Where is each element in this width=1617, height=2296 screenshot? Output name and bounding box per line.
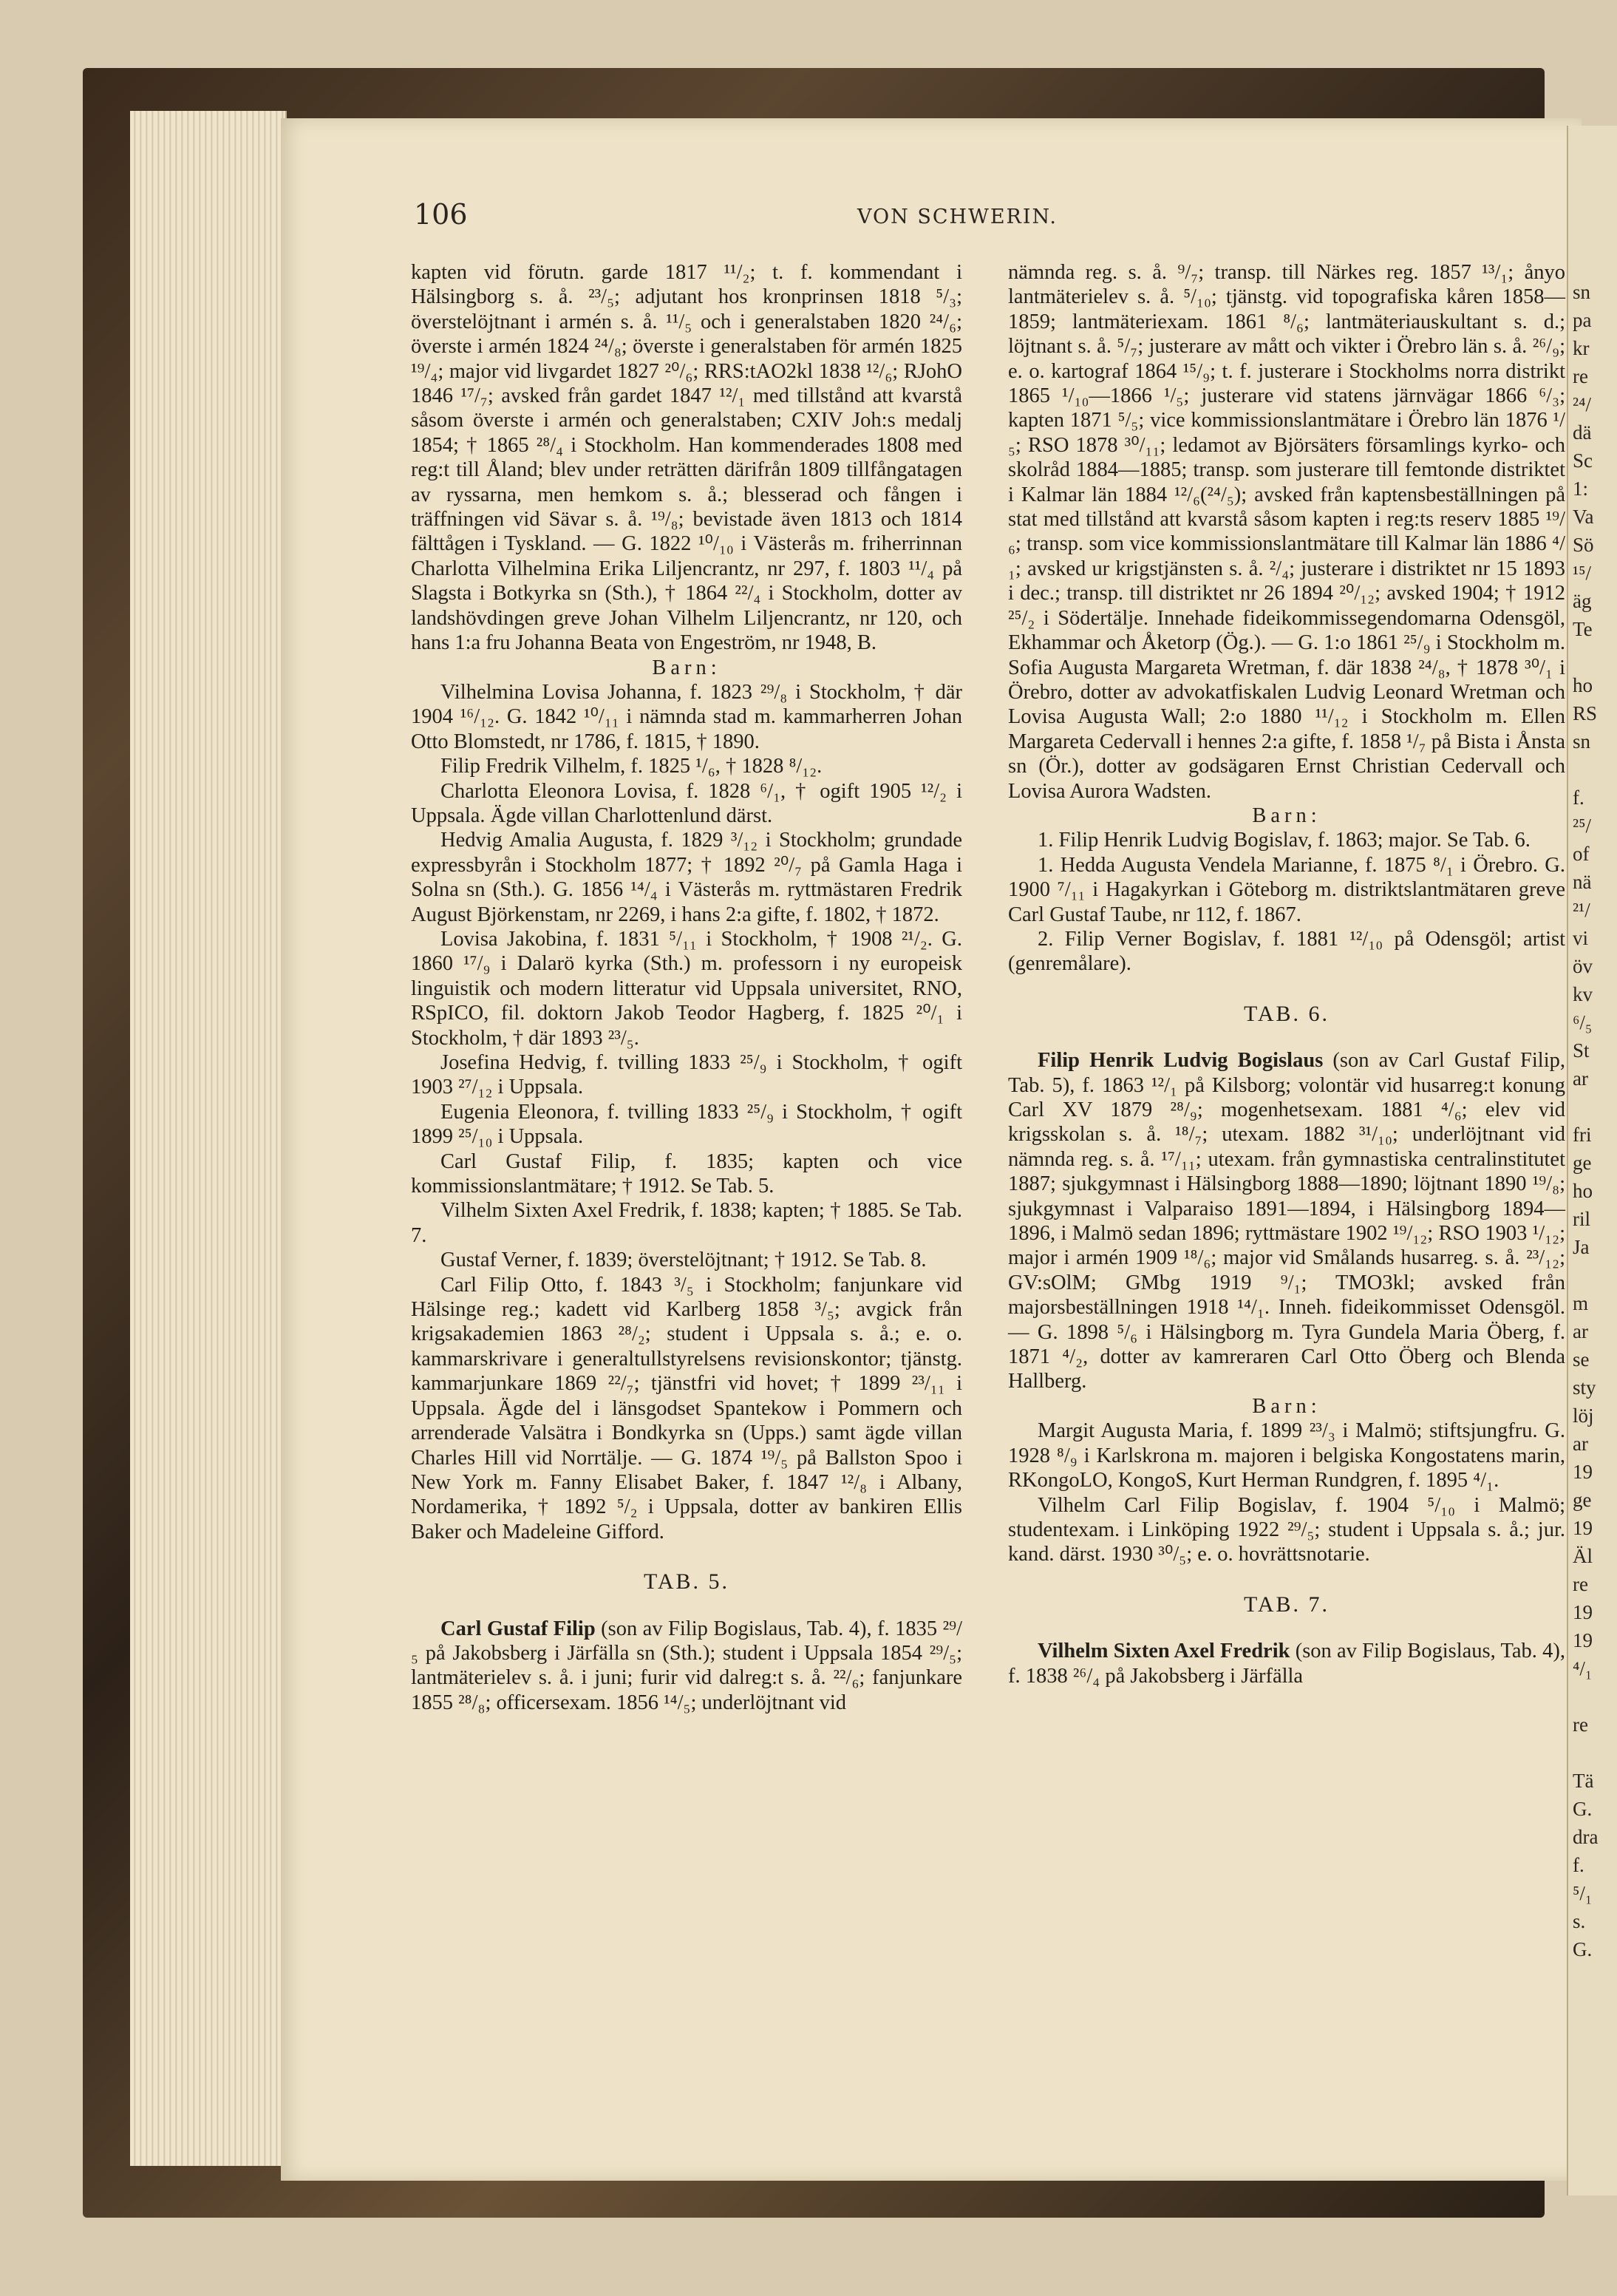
facing-page-fragment: ⁵/₁: [1573, 1882, 1593, 1904]
facing-page-fragment: f.: [1573, 1854, 1584, 1876]
facing-page-fragment: 19: [1573, 1629, 1593, 1651]
entry-text: (son av Filip Bogislaus, Tab. 4), f. 1835 ²⁹/₅ på Jakobsberg i Järfälla sn (Sth.); student i Uppsala 1854 ²⁹/₅; lantmäterielev s. å. i juni; furir vid dalreg:t s. å. ²²/₆; fanjunkare 1855 ²⁸/₈; officersexam. 1856 ¹⁴/₅; underlöjtnant vid: [411, 1617, 962, 1714]
facing-page-fragment: nä: [1573, 871, 1592, 893]
facing-page-fragment: ar: [1573, 1433, 1588, 1455]
facing-page-fragment: ar: [1573, 1067, 1588, 1090]
facing-page-fragment: löj: [1573, 1405, 1594, 1427]
facing-page-fragment: re: [1573, 365, 1588, 387]
facing-page-fragment: ge: [1573, 1489, 1592, 1511]
facing-page-fragment: ar: [1573, 1320, 1588, 1342]
section-heading: TAB. 5.: [643, 1569, 730, 1594]
child-entry: Margit Augusta Maria, f. 1899 ²³/₃ i Malmö; stiftsjungfru. G. 1928 ⁸/₉ i Karlskrona m. majoren i belgiska Kongostatens marin, RKongoLO, KongoS, Kurt Herman Rundgren, f. 1895 ⁴/₁.: [1008, 1419, 1565, 1492]
paragraph: kapten vid förutn. garde 1817 ¹¹/₂; t. f. kommendant i Hälsingborg s. å. ²³/₅; adjutant hos kronprinsen 1818 ⁵/₃; överstelöjtnant i armén s. å. ¹¹/₅ och i generalstaben 1820 ²⁴/₆; överste i armén 1824 ²⁴/₈; överste i generalstaben för armén 1825 ¹⁹/₄; major vid livgardet 1827 ²⁰/₆; RRS:tAO2kl 1838 ¹²/₆; RJohO 1846 ¹⁷/₇; avsked från gardet 1847 ¹²/₁ med tillstånd att kvarstå såsom överste i armén och generalstaben; CXIV Joh:s medalj 1854; † 1865 ²⁸/₄ i Stockholm. Han kommenderades 1808 med reg:t till Åland; blev under reträtten därifrån 1809 tillfångatagen av ryssarna, men hemkom s. å.; blesserad och fången i träffningen vid Sävar s. å. ¹⁹/₈; bevistade även 1813 och 1814 fälttågen i Tyskland. — G. 1822 ¹⁰/₁₀ i Västerås m. friherrinnan Charlotta Vilhelmina Erika Liljencrantz, nr 297, f. 1803 ¹¹/₄ på Slagsta i Botkyrka sn (Sth.), † 1864 ²²/₄ i Stockholm, dotter av landshövdingen greve Johan Vilhelm Liljencrantz, nr 120, och hans 1:a fru Johanna Beata von Engeström, nr 1948, B.: [411, 261, 962, 655]
child-entry: Carl Filip Otto, f. 1843 ³/₅ i Stockholm; fanjunkare vid Hälsinge reg.; kadett vid Karlberg 1858 ³/₅; avgick från krigsakademien 1863 ²⁸/₂; student i Uppsala s. å.; e. o. kammarskrivare i generaltullstyrelsens revisionskontor; tjänstg. kammarjunkare 1869 ²²/₇; tjänstfri vid hovet; † 1899 ²³/₁₁ i Uppsala. Ägde del i länsgodset Spantekow i Pommern och arrenderade Valsätra i Bondkyrka sn (Upps.) samt ägde villan Charles Hill vid Norrtälje. — G. 1874 ¹⁹/₅ på Ballston Spoo i New York m. Fanny Elisabet Baker, f. 1847 ¹²/₈ i Albany, Nordamerika, † 1892 ⁵/₂ i Uppsala, dotter av bankiren Ellis Baker och Madeleine Gifford.: [411, 1273, 962, 1543]
section-entry: [411, 1617, 962, 1716]
facing-page-fragment: of: [1573, 843, 1590, 865]
barn-label: Barn:: [1252, 1394, 1321, 1418]
facing-page-fragment: ho: [1573, 1180, 1593, 1202]
facing-page-fragment: sn: [1573, 730, 1591, 753]
entry-text: (son av Filip Bogislaus, Tab. 4), f. 1838 ²⁶/₄ på Jakobsberg i Järfälla: [1008, 1640, 1566, 1688]
facing-page-fragment: RS: [1573, 702, 1598, 724]
facing-page-fragment: pa: [1573, 309, 1592, 331]
left-column: [411, 260, 962, 1715]
facing-page-fragment: kr: [1573, 337, 1590, 359]
child-entry: Carl Gustaf Filip, f. 1835; kapten och vice kommissionslantmätare; † 1912. Se Tab. 5.: [411, 1149, 962, 1198]
child-entry: Vilhelmina Lovisa Johanna, f. 1823 ²⁹/₈ i Stockholm, † där 1904 ¹⁶/₁₂. G. 1842 ¹⁰/₁₁ i nämnda stad m. kammarherren Johan Otto Blomstedt, nr 1786, f. 1815, † 1890.: [411, 680, 962, 753]
child-entry: Gustaf Verner, f. 1839; överstelöjtnant; † 1912. Se Tab. 8.: [440, 1249, 927, 1272]
facing-page-fragment: Tä: [1573, 1770, 1594, 1792]
facing-page-fragment: ²⁵/: [1573, 815, 1592, 837]
section-entry: [1008, 1639, 1565, 1688]
facing-page-fragment: m: [1573, 1292, 1589, 1314]
child-entry: Eugenia Eleonora, f. tvilling 1833 ²⁵/₉ i Stockholm, † ogift 1899 ²⁵/₁₀ i Uppsala.: [411, 1100, 962, 1149]
child-entry: 1. Filip Henrik Ludvig Bogislav, f. 1863; major. Se Tab. 6.: [1038, 829, 1531, 852]
child-entry: 2. Filip Verner Bogislav, f. 1881 ¹²/₁₀ på Odensgöl; artist (genremålare).: [1008, 927, 1565, 976]
child-entry: Vilhelm Carl Filip Bogislav, f. 1904 ⁵/₁₀ i Malmö; studentexam. i Linköping 1922 ²⁹/₅; student i Uppsala s. å.; jur. kand. därst. 1930 ³⁰/₅; e. o. hovrättsnotarie.: [1008, 1493, 1565, 1566]
facing-page-fragment: 19: [1573, 1461, 1593, 1483]
facing-page-fragment: ²¹/: [1573, 899, 1590, 921]
facing-page-edge: [1567, 126, 1617, 2195]
facing-page-fragment: öv: [1573, 955, 1593, 977]
facing-page-fragment: St: [1573, 1039, 1590, 1062]
facing-page-fragment: Äl: [1573, 1545, 1593, 1567]
section-entry: [1008, 1048, 1565, 1394]
entry-name: Carl Gustaf Filip: [440, 1617, 596, 1640]
facing-page-fragment: ²⁴/: [1573, 393, 1592, 415]
running-title: VON SCHWERIN.: [857, 206, 1058, 228]
page-edges: [130, 111, 287, 2166]
facing-page-fragment: ⁴/₁: [1573, 1657, 1593, 1679]
child-entry: Josefina Hedvig, f. tvilling 1833 ²⁵/₉ i Stockholm, † ogift 1903 ²⁷/₁₂ i Uppsala.: [411, 1051, 962, 1099]
middle-column: [1008, 260, 1565, 1688]
facing-page-fragment: re: [1573, 1713, 1588, 1736]
entry-name: Vilhelm Sixten Axel Fredrik: [1038, 1640, 1290, 1663]
barn-label: Barn:: [1252, 804, 1321, 827]
entry-text: (son av Carl Gustaf Filip, Tab. 5), f. 1863 ¹²/₁ på Kilsborg; volontär vid husarreg:t konung Carl XV 1879 ²⁸/₉; mogenhetsexam. 1881 ⁴/₆; elev vid krigsskolan s. å. ¹⁸/₇; utexam. 1882 ³¹/₁₀; underlöjtnant vid nämnda reg. s. å. ¹⁷/₁₁; utexam. från gymnastiska centralinstitutet 1887; sjukgymnast i Hälsingborg 1888—1890; löjtnant 1890 ¹⁹/₈; sjukgymnast i Valparaiso 1891—1894, i Hälsingborg 1894—1896, i Malmö sedan 1896; ryttmästare 1902 ¹⁹/₁₂; RSO 1903 ¹/₁₂; major i armén 1909 ¹⁸/₆; major vid Smålands husarreg. s. å. ²³/₁₂; GV:sOlM; GMbg 1919 ⁹/₁; TMO3kl; avsked från majorsbeställningen 1918 ¹⁴/₁. Inneh. fideikommisset Odensgöl. — G. 1898 ⁵/₆ i Hälsingborg m. Tyra Gundela Maria Öberg, f. 1871 ⁴/₂, dotter av kamreraren Carl Otto Öberg och Blenda Hallberg.: [1008, 1049, 1565, 1393]
barn-label: Barn:: [652, 656, 721, 679]
child-entry: Filip Fredrik Vilhelm, f. 1825 ¹/₆, † 1828 ⁸/₁₂.: [440, 755, 823, 778]
section-heading: TAB. 7.: [1243, 1592, 1330, 1617]
facing-page-fragment: ril: [1573, 1208, 1590, 1230]
entry-name: Filip Henrik Ludvig Bogislaus: [1038, 1049, 1324, 1073]
facing-page-fragment: s.: [1573, 1910, 1586, 1932]
paragraph: nämnda reg. s. å. ⁹/₇; transp. till Närkes reg. 1857 ¹³/₁; ånyo lantmäterielev s. å. ⁵/₁₀; tjänstg. vid topografiska kåren 1858—1859; lantmäteriexam. 1861 ⁸/₆; lantmäteriauskultant s. d.; löjtnant s. å. ⁵/₇; justerare av mått och vikter i Örebro län s. å. ²⁶/₉; e. o. kartograf 1864 ¹⁵/₉; t. f. justerare i Stockholms norra distrikt 1865 ¹/₁₀—1866 ¹/₅; justerare vid statens järnvägar 1866 ⁶/₃; kapten 1871 ⁵/₅; vice kommissionslantmätare i Örebro län 1876 ¹/₅; RSO 1878 ³⁰/₁₁; ledamot av Björsäters församlings kyrko- och skolråd 1884—1885; transp. som justerare till femtonde distriktet i Kalmar län 1884 ¹²/₆(²⁴/₅); avsked från kaptensbeställningen på stat med tillstånd att kvarstå såsom kapten i reg:ts reserv 1885 ¹⁹/₆; transp. som vice kommissionslantmätare till Kalmar län 1886 ⁴/₁; avsked ur krigstjänsten s. å. ²/₄; justerare i distriktet nr 15 1893 i dec.; transp. till distriktet nr 26 1894 ²⁰/₁₂; avsked 1904; † 1912 ²⁵/₂ i Södertälje. Innehade fideikommissegendomarna Odensgöl, Ekhammar och Åketorp (Ög.). — G. 1:o 1861 ²⁵/₉ i Stockholm m. Sofia Augusta Margareta Wretman, f. där 1838 ²⁴/₈, † 1878 ³⁰/₁ i Örebro, dotter av advokatfiskalen Ludvig Leonard Wretman och Lovisa Augusta Wall; 2:o 1880 ¹¹/₁₂ i Stockholm m. Ellen Margareta Cedervall i hennes 2:a gifte, f. 1858 ¹/₇ på Bista i Ånsta sn (Ör.), dotter av godsägaren Ernst Christian Cedervall och Lovisa Aurora Wadsten.: [1008, 261, 1565, 803]
facing-page-fragment: 19: [1573, 1517, 1593, 1539]
facing-page-fragment: ge: [1573, 1152, 1592, 1174]
facing-page-fragment: ¹⁵/: [1573, 562, 1592, 584]
child-entry: Hedvig Amalia Augusta, f. 1829 ³/₁₂ i Stockholm; grundade expressbyrån i Stockholm 1877; † 1892 ²⁰/₇ på Gamla Haga i Solna sn (Sth.). G. 1856 ¹⁴/₄ i Västerås m. ryttmästaren Fredrik August Björkenstam, nr 2269, i hans 2:a gifte, f. 1802, † 1872.: [411, 829, 962, 926]
facing-page-fragment: ⁶/₅: [1573, 1011, 1593, 1033]
facing-page-fragment: 19: [1573, 1601, 1593, 1623]
facing-page-fragment: G.: [1573, 1938, 1593, 1960]
child-entry: Vilhelm Sixten Axel Fredrik, f. 1838; kapten; † 1885. Se Tab. 7.: [411, 1199, 962, 1247]
section-heading: TAB. 6.: [1243, 1001, 1330, 1026]
facing-page-fragment: Te: [1573, 618, 1593, 640]
facing-page-fragment: G.: [1573, 1798, 1593, 1820]
facing-page-fragment: Sc: [1573, 449, 1593, 472]
facing-page-fragment: kv: [1573, 983, 1593, 1005]
facing-page-fragment: Ja: [1573, 1236, 1590, 1258]
facing-page-fragment: Sö: [1573, 534, 1594, 556]
facing-page-fragment: ho: [1573, 674, 1593, 696]
facing-page-fragment: sty: [1573, 1376, 1596, 1399]
facing-page-fragment: äg: [1573, 590, 1592, 612]
facing-page-fragment: f.: [1573, 787, 1584, 809]
facing-page-fragment: se: [1573, 1348, 1590, 1371]
child-entry: Lovisa Jakobina, f. 1831 ⁵/₁₁ i Stockholm, † 1908 ²¹/₂. G. 1860 ¹⁷/₉ i Dalarö kyrka (Sth.) m. professorn i ny europeisk linguistik och modern litteratur vid Uppsala universitet, RNO, RSpICO, fil. doktorn Jakob Teodor Hagberg, f. 1825 ²⁰/₁ i Stockholm, † där 1893 ²³/₅.: [411, 927, 962, 1050]
facing-page-fragment: 1:: [1573, 478, 1589, 500]
facing-page-fragment: dra: [1573, 1826, 1599, 1848]
facing-page-fragment: Va: [1573, 506, 1594, 528]
facing-page-fragment: dä: [1573, 421, 1592, 444]
child-entry: Charlotta Eleonora Lovisa, f. 1828 ⁶/₁, † ogift 1905 ¹²/₂ i Uppsala. Ägde villan Charlottenlund därst.: [411, 779, 962, 827]
facing-page-fragment: vi: [1573, 927, 1589, 949]
facing-page-fragment: sn: [1573, 281, 1591, 303]
facing-page-fragment: re: [1573, 1573, 1588, 1595]
facing-page-fragment: fri: [1573, 1124, 1592, 1146]
page-number: 106: [414, 198, 468, 231]
child-entry: 1. Hedda Augusta Vendela Marianne, f. 1875 ⁸/₁ i Örebro. G. 1900 ⁷/₁₁ i Hagakyrkan i Göteborg m. distriktslantmätaren greve Carl Gustaf Taube, nr 112, f. 1867.: [1008, 853, 1565, 926]
